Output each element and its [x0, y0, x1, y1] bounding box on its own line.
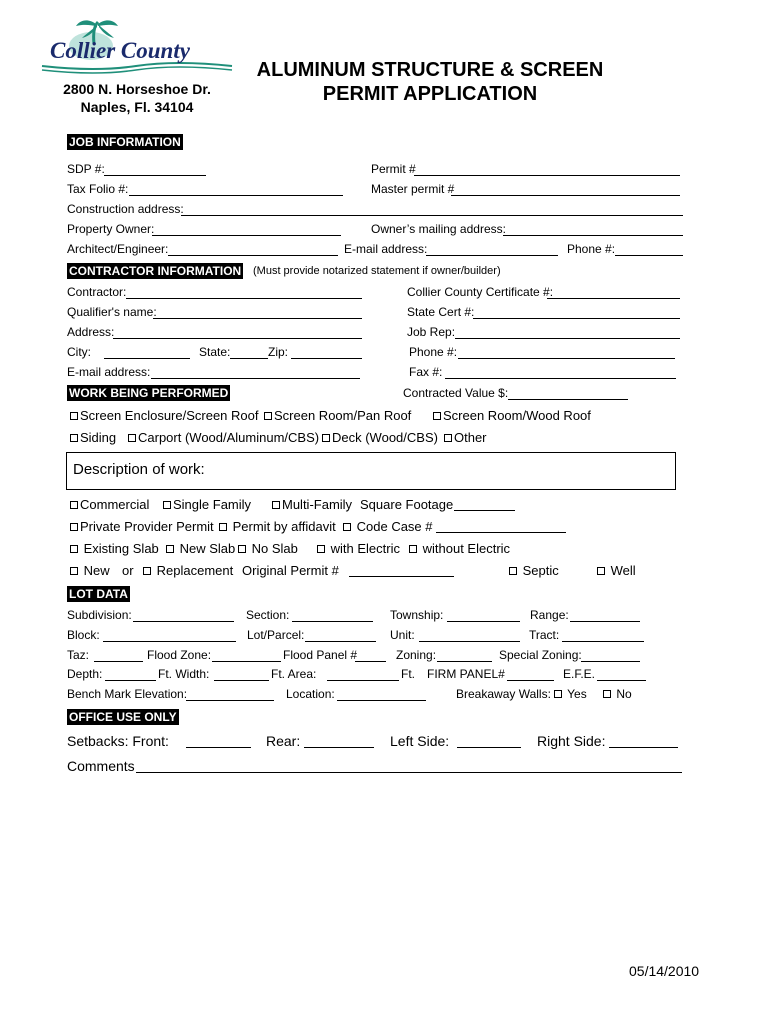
fax-label: Fax #: [409, 365, 443, 379]
construction-address-label: Construction address: [67, 202, 184, 216]
option-label: Screen Enclosure/Screen Roof [80, 408, 259, 423]
checkbox-icon[interactable] [166, 545, 174, 553]
checkbox-icon[interactable] [70, 501, 78, 509]
option-label: Single Family [173, 497, 252, 512]
option-label: Existing Slab [83, 541, 159, 556]
setbacks-front-field[interactable] [186, 747, 251, 748]
zoning-label: Zoning: [396, 648, 437, 662]
job-email-label: E-mail address: [344, 242, 428, 256]
lot-parcel-label: Lot/Parcel: [247, 628, 305, 642]
checkbox-icon[interactable] [317, 545, 325, 553]
office-use-heading: OFFICE USE ONLY [69, 710, 177, 724]
comments-field[interactable] [136, 772, 682, 773]
master-permit-field[interactable] [451, 195, 680, 196]
efe-field[interactable] [597, 680, 646, 681]
area-field[interactable] [327, 680, 399, 681]
checkbox-icon[interactable] [597, 567, 605, 575]
certificate-label: Collier County Certificate #: [407, 285, 554, 299]
job-rep-field[interactable] [455, 338, 680, 339]
office-address [62, 80, 212, 116]
contractor-phone-label: Phone #: [409, 345, 458, 359]
option-deck[interactable] [322, 430, 438, 445]
zip-label: Zip: [268, 345, 289, 359]
option-private-provider[interactable] [70, 519, 214, 534]
logo-text: Collier County [50, 38, 190, 63]
construction-address-field[interactable] [181, 215, 683, 216]
master-permit-label: Master permit # [371, 182, 455, 196]
option-septic[interactable] [509, 563, 559, 578]
range-label: Range: [530, 608, 569, 622]
option-label: Code Case # [356, 519, 433, 534]
block-field[interactable] [103, 641, 236, 642]
contractor-phone-field[interactable] [458, 358, 675, 359]
township-label: Township: [390, 608, 444, 622]
code-case-field[interactable] [436, 532, 566, 533]
checkbox-icon[interactable] [70, 434, 78, 442]
ft-label: Ft. [401, 667, 415, 681]
flood-zone-label: Flood Zone: [147, 648, 212, 662]
architect-label: Architect/Engineer: [67, 242, 169, 256]
square-footage-label: Square Footage [360, 497, 454, 512]
option-label: Other [454, 430, 487, 445]
option-label: Private Provider Permit [80, 519, 214, 534]
zip-field[interactable] [291, 358, 362, 359]
depth-field[interactable] [105, 680, 156, 681]
firm-panel-label: FIRM PANEL# [427, 667, 505, 681]
location-field[interactable] [337, 700, 426, 701]
option-label: Screen Room/Pan Roof [274, 408, 412, 423]
original-permit-field[interactable] [349, 576, 454, 577]
ft-width-label: Ft. Width: [158, 667, 210, 681]
checkbox-icon[interactable] [322, 434, 330, 442]
option-without-electric[interactable] [409, 541, 510, 556]
state-label: State: [199, 345, 231, 359]
option-label: New [83, 563, 110, 578]
collier-county-logo [36, 16, 236, 76]
contractor-field[interactable] [126, 298, 362, 299]
permit-field[interactable] [414, 175, 680, 176]
option-new[interactable] [70, 563, 110, 578]
setbacks-right-label: Right Side: [537, 733, 606, 749]
option-new-slab[interactable] [166, 541, 235, 556]
unit-label: Unit: [390, 628, 415, 642]
option-replacement[interactable] [143, 563, 233, 578]
flood-panel-field[interactable] [355, 661, 386, 662]
property-owner-label: Property Owner: [67, 222, 155, 236]
permit-label: Permit # [371, 162, 416, 176]
taz-field[interactable] [94, 661, 143, 662]
address-line-2: Naples, Fl. 34104 [80, 99, 194, 115]
job-email-field[interactable] [426, 255, 558, 256]
option-other[interactable] [444, 430, 487, 445]
job-phone-label: Phone #: [567, 242, 616, 256]
address-line-1: 2800 N. Horseshoe Dr. [63, 81, 211, 97]
city-field[interactable] [104, 358, 190, 359]
checkbox-icon[interactable] [509, 567, 517, 575]
checkbox-icon[interactable] [128, 434, 136, 442]
range-field[interactable] [570, 621, 640, 622]
option-commercial[interactable] [70, 497, 149, 512]
contractor-address-label: Address: [67, 325, 115, 339]
contractor-note: (Must provide notarized statement if owner/builder) [253, 265, 501, 277]
option-label: Replacement [156, 563, 234, 578]
option-label: Commercial [80, 497, 150, 512]
ft-area-label: Ft. Area: [271, 667, 317, 681]
qualifier-field[interactable] [153, 318, 362, 319]
option-label: No [616, 687, 632, 701]
state-field[interactable] [230, 358, 268, 359]
page-title [250, 58, 610, 106]
architect-field[interactable] [168, 255, 338, 256]
option-label: Septic [522, 563, 559, 578]
option-siding[interactable] [70, 430, 116, 445]
owner-mailing-field[interactable] [503, 235, 683, 236]
checkbox-icon[interactable] [554, 690, 562, 698]
square-footage-field[interactable] [454, 510, 515, 511]
zoning-field[interactable] [437, 661, 492, 662]
section-field[interactable] [292, 621, 373, 622]
lot-data-heading: LOT DATA [69, 587, 128, 601]
unit-field[interactable] [419, 641, 520, 642]
state-cert-field[interactable] [473, 318, 680, 319]
width-field[interactable] [214, 680, 269, 681]
title-line-1: ALUMINUM STRUCTURE & SCREEN [256, 59, 604, 81]
setbacks-rear-label: Rear: [266, 733, 301, 749]
flood-panel-label: Flood Panel # [283, 648, 358, 662]
checkbox-icon[interactable] [272, 501, 280, 509]
option-label: No Slab [251, 541, 298, 556]
job-information-heading: JOB INFORMATION [69, 135, 181, 149]
checkbox-icon[interactable] [219, 523, 227, 531]
option-screen-pan[interactable] [264, 408, 411, 423]
work-being-performed-heading: WORK BEING PERFORMED [69, 386, 229, 400]
option-screen-wood[interactable] [433, 408, 591, 423]
fax-field[interactable] [445, 378, 676, 379]
setbacks-left-field[interactable] [457, 747, 521, 748]
tract-field[interactable] [562, 641, 644, 642]
checkbox-icon[interactable] [343, 523, 351, 531]
subdivision-label: Subdivision: [67, 608, 132, 622]
breakaway-walls-label: Breakaway Walls: [456, 687, 551, 701]
taz-label: Taz: [67, 648, 90, 662]
title-line-2: PERMIT APPLICATION [322, 83, 538, 105]
option-label: Permit by affidavit [232, 519, 336, 534]
option-label: New Slab [179, 541, 236, 556]
setbacks-rear-field[interactable] [304, 747, 374, 748]
checkbox-icon[interactable] [70, 567, 78, 575]
contractor-address-field[interactable] [113, 338, 362, 339]
township-field[interactable] [447, 621, 520, 622]
option-code-case[interactable] [343, 519, 433, 534]
property-owner-field[interactable] [152, 235, 341, 236]
certificate-field[interactable] [547, 298, 680, 299]
tract-label: Tract: [529, 628, 560, 642]
tax-folio-label: Tax Folio #: [67, 182, 129, 196]
setbacks-right-field[interactable] [609, 747, 678, 748]
setbacks-left-label: Left Side: [390, 733, 450, 749]
efe-label: E.F.E. [563, 667, 596, 681]
subdivision-field[interactable] [133, 621, 234, 622]
state-cert-label: State Cert #: [407, 305, 475, 319]
option-existing-slab[interactable] [70, 541, 159, 556]
option-label: Deck (Wood/CBS) [332, 430, 438, 445]
checkbox-icon[interactable] [70, 545, 78, 553]
checkbox-icon[interactable] [70, 523, 78, 531]
checkbox-icon[interactable] [444, 434, 452, 442]
description-of-work-box[interactable] [66, 452, 676, 490]
checkbox-icon[interactable] [143, 567, 151, 575]
setbacks-front-label: Setbacks: Front: [67, 733, 169, 749]
option-label: Carport (Wood/Aluminum/CBS) [138, 430, 320, 445]
bench-mark-label: Bench Mark Elevation: [67, 687, 188, 701]
comments-label: Comments [67, 758, 135, 774]
job-phone-field[interactable] [615, 255, 683, 256]
location-label: Location: [286, 687, 335, 701]
contractor-email-field[interactable] [151, 378, 360, 379]
option-multi-family[interactable] [272, 497, 352, 512]
contractor-information-heading: CONTRACTOR INFORMATION [69, 264, 242, 278]
option-label: Yes [567, 687, 587, 701]
option-single-family[interactable] [163, 497, 251, 512]
sdp-field[interactable] [104, 175, 206, 176]
flood-zone-field[interactable] [212, 661, 281, 662]
contracted-value-label: Contracted Value $: [403, 386, 509, 400]
or-label: or [122, 563, 134, 578]
option-no-slab[interactable] [238, 541, 298, 556]
option-label: Well [610, 563, 636, 578]
owner-mailing-label: Owner’s mailing address: [371, 222, 506, 236]
checkbox-icon[interactable] [238, 545, 246, 553]
checkbox-icon[interactable] [433, 412, 441, 420]
description-of-work-label: Description of work: [73, 461, 205, 478]
qualifier-label: Qualifier's name: [67, 305, 157, 319]
section-label: Section: [246, 608, 290, 622]
checkbox-icon[interactable] [70, 412, 78, 420]
breakaway-yes-option[interactable] [554, 687, 587, 701]
checkbox-icon[interactable] [163, 501, 171, 509]
contracted-value-field[interactable] [508, 399, 628, 400]
option-with-electric[interactable] [317, 541, 400, 556]
contractor-label: Contractor: [67, 285, 127, 299]
firm-panel-field[interactable] [507, 680, 554, 681]
option-screen-enclosure[interactable] [70, 408, 258, 423]
city-label: City: [67, 345, 91, 359]
special-zoning-label: Special Zoning: [499, 648, 582, 662]
lot-parcel-field[interactable] [305, 641, 376, 642]
option-label: without Electric [422, 541, 511, 556]
contractor-email-label: E-mail address: [67, 365, 151, 379]
job-rep-label: Job Rep: [407, 325, 456, 339]
option-label: Screen Room/Wood Roof [443, 408, 591, 423]
block-label: Block: [67, 628, 100, 642]
depth-label: Depth: [67, 667, 103, 681]
option-label: Siding [80, 430, 117, 445]
checkbox-icon[interactable] [603, 690, 611, 698]
option-carport[interactable] [128, 430, 319, 445]
breakaway-no-option[interactable] [603, 687, 632, 701]
option-permit-affidavit[interactable] [219, 519, 336, 534]
option-label: with Electric [330, 541, 400, 556]
option-label: Multi-Family [282, 497, 353, 512]
checkbox-icon[interactable] [409, 545, 417, 553]
sdp-label: SDP #: [67, 162, 105, 176]
bench-mark-field[interactable] [186, 700, 274, 701]
option-well[interactable] [597, 563, 636, 578]
special-zoning-field[interactable] [581, 661, 640, 662]
checkbox-icon[interactable] [264, 412, 272, 420]
tax-folio-field[interactable] [129, 195, 343, 196]
form-date: 05/14/2010 [629, 963, 700, 979]
original-permit-label: Original Permit # [242, 563, 339, 578]
